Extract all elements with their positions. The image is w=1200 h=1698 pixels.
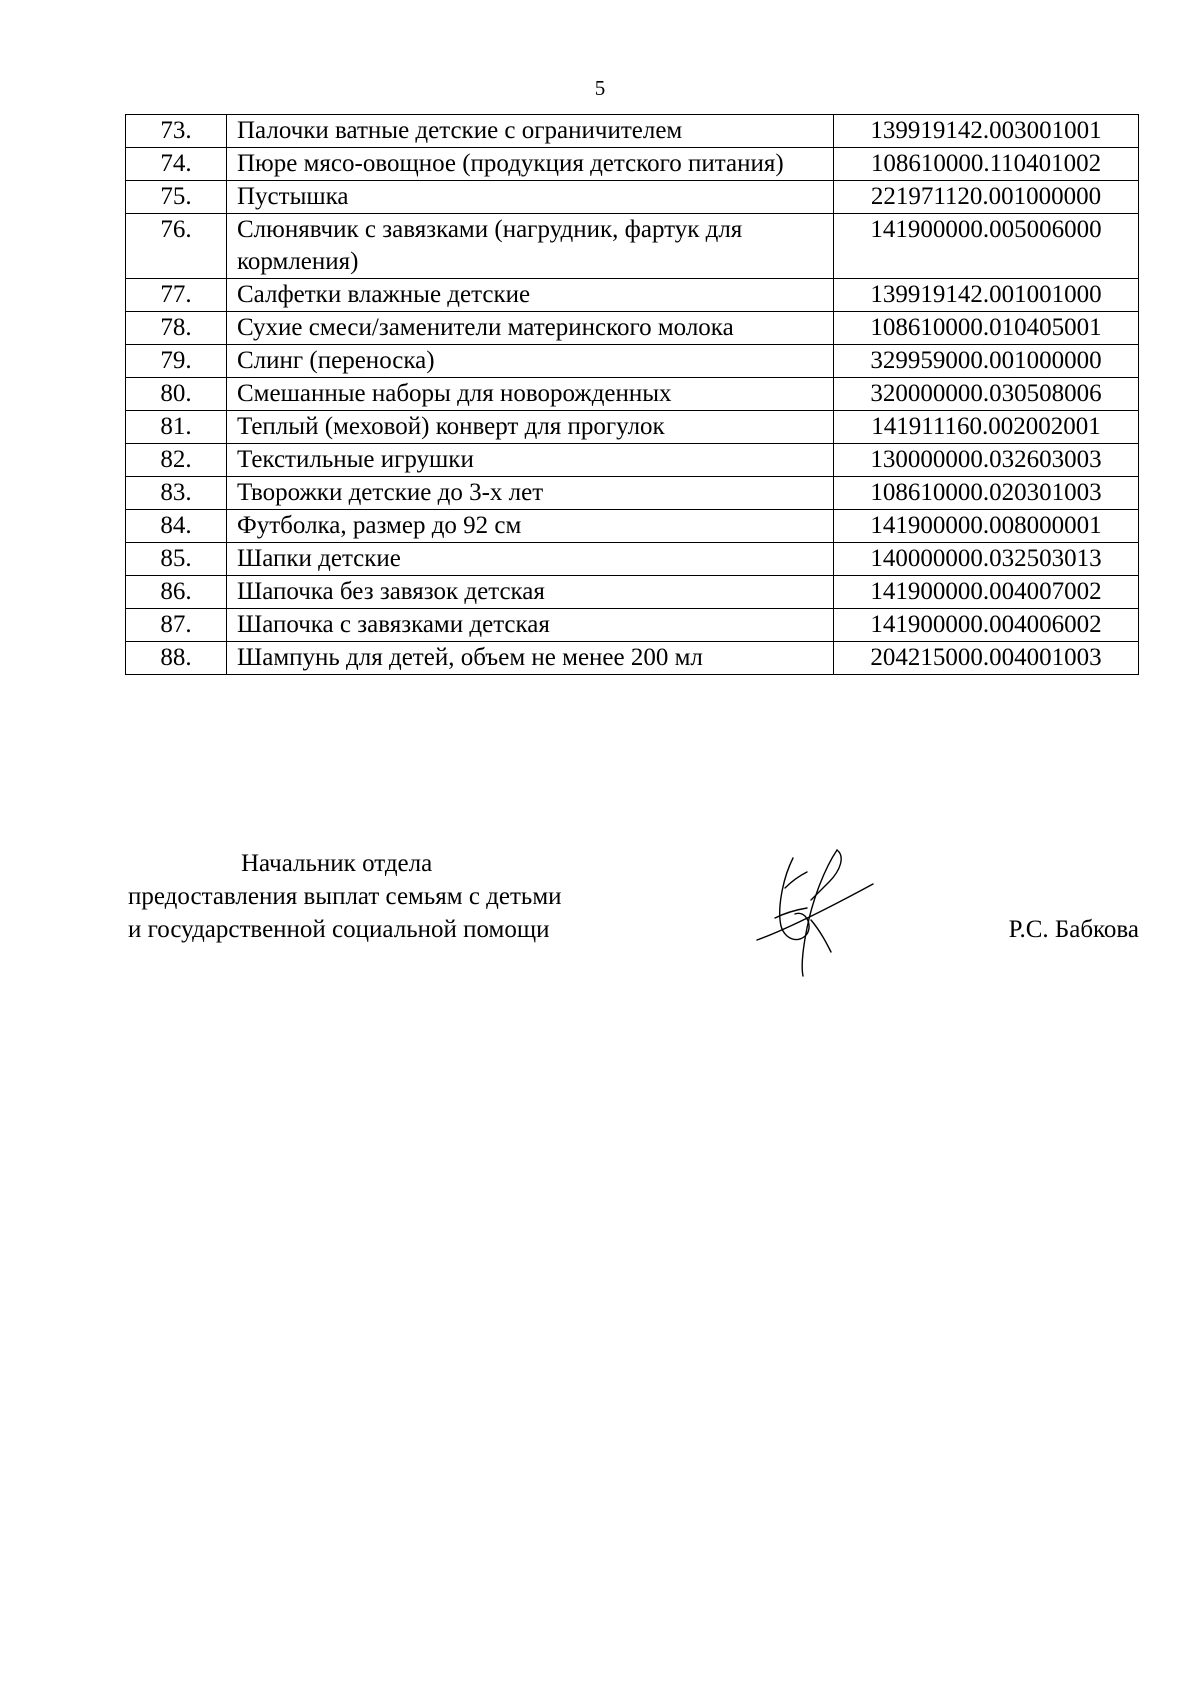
row-number: 79. bbox=[126, 345, 227, 378]
item-name: Смешанные наборы для новорожденных bbox=[227, 378, 834, 411]
table-row bbox=[126, 411, 1139, 444]
item-code: 139919142.001001000 bbox=[834, 279, 1139, 312]
item-name: Теплый (меховой) конверт для прогулок bbox=[227, 411, 834, 444]
item-name: Шампунь для детей, объем не менее 200 мл bbox=[227, 642, 834, 675]
item-name: Пустышка bbox=[227, 181, 834, 214]
item-name: Сухие смеси/заменители материнского молока bbox=[227, 312, 834, 345]
row-number: 74. bbox=[126, 148, 227, 181]
items-table-body bbox=[126, 115, 1139, 675]
row-number: 75. bbox=[126, 181, 227, 214]
row-number: 80. bbox=[126, 378, 227, 411]
item-code: 329959000.001000000 bbox=[834, 345, 1139, 378]
item-code: 204215000.004001003 bbox=[834, 642, 1139, 675]
table-row bbox=[126, 543, 1139, 576]
table-row bbox=[126, 576, 1139, 609]
table-row bbox=[126, 279, 1139, 312]
row-number: 78. bbox=[126, 312, 227, 345]
signer-position-line-2: предоставления выплат семьям с детьми bbox=[128, 883, 562, 910]
table-row bbox=[126, 510, 1139, 543]
table-row bbox=[126, 345, 1139, 378]
row-number: 88. bbox=[126, 642, 227, 675]
row-number: 84. bbox=[126, 510, 227, 543]
item-name: Пюре мясо-овощное (продукция детского питания) bbox=[227, 148, 834, 181]
handwritten-signature bbox=[755, 848, 875, 978]
item-name: Слинг (переноска) bbox=[227, 345, 834, 378]
row-number: 82. bbox=[126, 444, 227, 477]
table-row bbox=[126, 642, 1139, 675]
item-name: Шапочка без завязок детская bbox=[227, 576, 834, 609]
row-number: 73. bbox=[126, 115, 227, 148]
signer-name: Р.С. Бабкова bbox=[1008, 916, 1139, 943]
item-code: 221971120.001000000 bbox=[834, 181, 1139, 214]
row-number: 87. bbox=[126, 609, 227, 642]
table-row bbox=[126, 115, 1139, 148]
item-code: 108610000.010405001 bbox=[834, 312, 1139, 345]
table-row bbox=[126, 181, 1139, 214]
table-row bbox=[126, 312, 1139, 345]
item-code: 141900000.004006002 bbox=[834, 609, 1139, 642]
item-name: Слюнявчик с завязками (нагрудник, фартук для кормления) bbox=[227, 214, 834, 279]
item-name: Текстильные игрушки bbox=[227, 444, 834, 477]
table-row bbox=[126, 477, 1139, 510]
row-number: 83. bbox=[126, 477, 227, 510]
item-name: Шапочка с завязками детская bbox=[227, 609, 834, 642]
table-row bbox=[126, 148, 1139, 181]
row-number: 81. bbox=[126, 411, 227, 444]
row-number: 85. bbox=[126, 543, 227, 576]
items-table bbox=[125, 114, 1139, 675]
page-number: 5 bbox=[594, 76, 606, 100]
signer-position-line-1: Начальник отдела bbox=[241, 850, 433, 877]
item-name: Творожки детские до 3-х лет bbox=[227, 477, 834, 510]
item-code: 141900000.004007002 bbox=[834, 576, 1139, 609]
item-code: 130000000.032603003 bbox=[834, 444, 1139, 477]
table-row bbox=[126, 444, 1139, 477]
signer-position-line-3: и государственной социальной помощи bbox=[128, 916, 550, 943]
item-name: Шапки детские bbox=[227, 543, 834, 576]
item-name: Салфетки влажные детские bbox=[227, 279, 834, 312]
table-row bbox=[126, 378, 1139, 411]
item-code: 141900000.008000001 bbox=[834, 510, 1139, 543]
row-number: 86. bbox=[126, 576, 227, 609]
item-code: 108610000.110401002 bbox=[834, 148, 1139, 181]
row-number: 77. bbox=[126, 279, 227, 312]
row-number: 76. bbox=[126, 214, 227, 279]
item-name: Футболка, размер до 92 см bbox=[227, 510, 834, 543]
item-code: 141911160.002002001 bbox=[834, 411, 1139, 444]
item-name: Палочки ватные детские с ограничителем bbox=[227, 115, 834, 148]
item-code: 108610000.020301003 bbox=[834, 477, 1139, 510]
item-code: 141900000.005006000 bbox=[834, 214, 1139, 279]
item-code: 139919142.003001001 bbox=[834, 115, 1139, 148]
table-row bbox=[126, 609, 1139, 642]
item-code: 320000000.030508006 bbox=[834, 378, 1139, 411]
table-row bbox=[126, 214, 1139, 279]
item-code: 140000000.032503013 bbox=[834, 543, 1139, 576]
